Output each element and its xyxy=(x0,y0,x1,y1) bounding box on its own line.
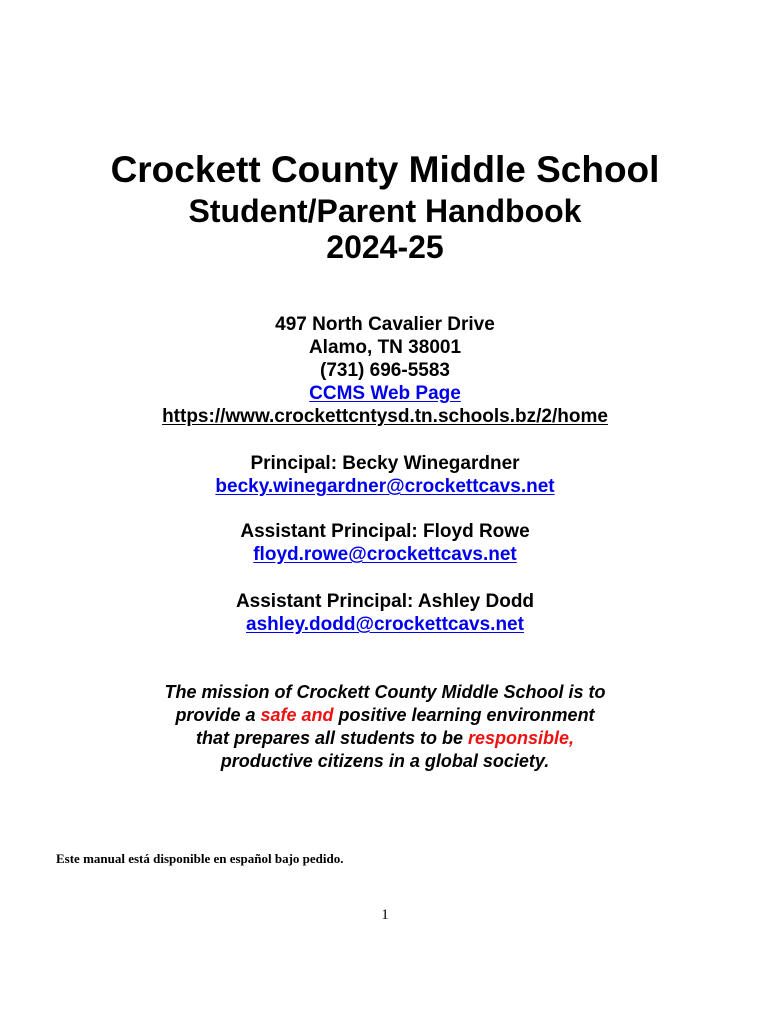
principal-email-link[interactable]: becky.winegardner@crockettcavs.net xyxy=(215,476,555,497)
mission-line-3 xyxy=(0,727,770,750)
assistant-principal-1-name: Assistant Principal: Floyd Rowe xyxy=(240,521,530,542)
mission-line-3-start: that prepares all students to be xyxy=(195,728,469,748)
school-name-title: Crockett County Middle School xyxy=(110,149,660,190)
principal-name: Principal: Becky Winegardner xyxy=(250,453,520,474)
mission-line-2-start: provide a xyxy=(175,705,261,725)
web-url-row xyxy=(0,405,770,428)
mission-highlight-safe: safe and xyxy=(260,705,334,725)
street-address: 497 North Cavalier Drive xyxy=(275,314,495,335)
principal-email-row xyxy=(0,475,770,498)
mission-line-2-end: positive learning environment xyxy=(333,705,595,725)
mission-highlight-responsible: responsible, xyxy=(468,728,575,748)
mission-line-4: productive citizens in a global society. xyxy=(220,751,550,771)
mission-line-2 xyxy=(0,704,770,727)
mission-line-1: The mission of Crockett County Middle School is to xyxy=(164,682,606,702)
web-page-link-row xyxy=(0,382,770,405)
school-year: 2024-25 xyxy=(326,229,444,265)
ccms-web-page-link[interactable]: CCMS Web Page xyxy=(309,383,461,404)
assistant-principal-2-email-row xyxy=(0,613,770,636)
city-state-zip: Alamo, TN 38001 xyxy=(308,337,462,358)
handbook-title: Student/Parent Handbook xyxy=(188,193,582,229)
assistant-principal-1-email-row xyxy=(0,543,770,566)
spanish-availability-note: Este manual está disponible en español bajo pedido. xyxy=(56,851,344,866)
page-number: 1 xyxy=(381,907,389,923)
assistant-principal-2-name: Assistant Principal: Ashley Dodd xyxy=(235,591,535,612)
assistant-principal-2-email-link[interactable]: ashley.dodd@crockettcavs.net xyxy=(246,614,524,635)
school-website-url[interactable]: https://www.crockettcntysd.tn.schools.bz/2/home xyxy=(162,406,608,427)
phone-number: (731) 696-5583 xyxy=(320,360,450,381)
assistant-principal-1-email-link[interactable]: floyd.rowe@crockettcavs.net xyxy=(253,544,517,565)
